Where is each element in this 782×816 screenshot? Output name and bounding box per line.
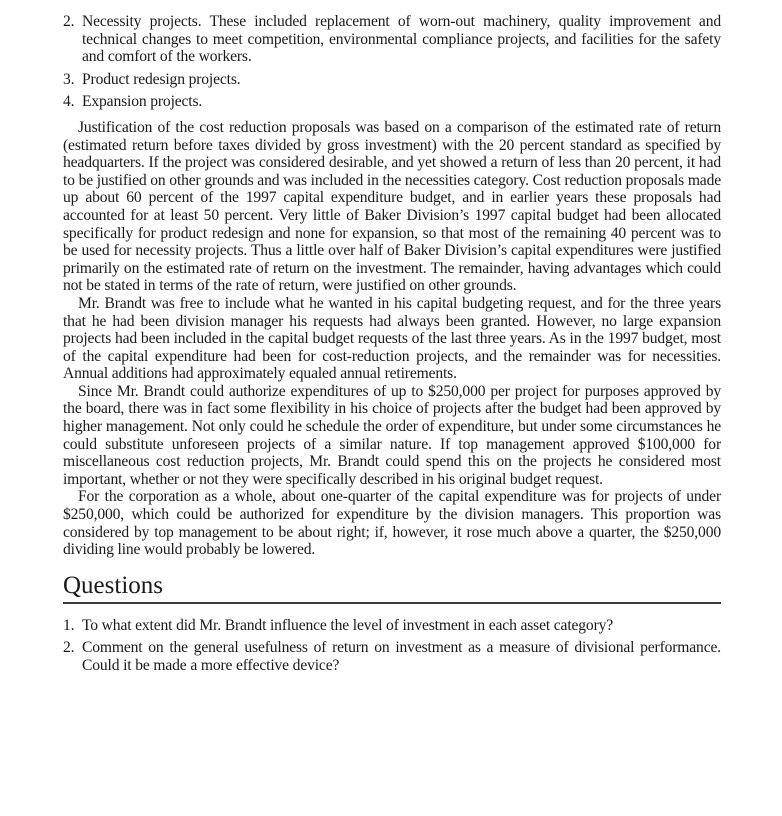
document-page [63,13,721,680]
list-item [63,71,721,89]
body-paragraph: Justification of the cost reduction proposals was based on a comparison of the estimated rate of return (estimated return before taxes divided by gross investment) with the 20 percent standard as specified by headquarters. If the project was considered desirable, and yet showed a return of less than 20 percent, it had to be justified on other grounds and was included in the necessities category. Cost reduction proposals made up about 60 percent of the 1997 capital expenditure budget, and in earlier years these proposals had accounted for at least 50 percent. Very little of Baker Division’s 1997 capital budget had been allocated specifically for product redesign and none for expansion, so that most of the remaining 40 percent was to be used for necessity projects. Thus a little over half of Baker Division’s capital expenditures were justified primarily on the estimated rate of return on the investment. The remainder, having advantages which could not be stated in terms of the rate of return, were justified on other grounds. [63,118,721,295]
question-text: Comment on the general usefulness of return on investment as a measure of divisional performance. Could it be made a more effective device? [82,639,721,674]
list-item [63,93,721,111]
list-item-text: Product redesign projects. [82,70,241,88]
body-paragraph: Since Mr. Brandt could authorize expenditures of up to $250,000 per project for purposes approved by the board, there was in fact some flexibility in his choice of projects after the budget had been approved by higher management. Not only could he schedule the order of expenditure, but under some circumstances he could substitute unforeseen projects of a similar nature. If top management approved $100,000 for miscellaneous cost reduction projects, Mr. Brandt could spend this on the projects he considered most important, whether or not they were specifically described in his original budget request. [63,382,721,488]
questions-heading: Questions [63,572,721,604]
question-item [63,617,721,635]
question-number: 2. [63,639,75,657]
questions-list [63,617,721,675]
project-category-list [63,13,721,111]
question-number: 1. [63,616,75,634]
list-item-number: 2. [63,13,75,30]
body-paragraph: For the corporation as a whole, about one-quarter of the capital expenditure was for projects of under $250,000, which could be authorized for expenditure by the division managers. This proportion was considered by top management to be about right; if, however, it rose much above a quarter, the $250,000 dividing line would probably be lowered. [63,488,721,559]
body-paragraph: Mr. Brandt was free to include what he wanted in his capital budgeting request, and for the three years that he had been division manager his requests had always been granted. However, no large expansion projects had been included in the capital budget requests of the last three years. As in the 1997 budget, most of the capital expenditure had been for cost-reduction projects, and the remainder was for necessities. Annual additions had approximately equaled annual retirements. [63,294,721,383]
list-item-text: Expansion projects. [82,93,203,111]
question-item [63,639,721,674]
list-item [63,13,721,66]
question-text: To what extent did Mr. Brandt influence the level of investment in each asset category? [82,616,614,634]
list-item-number: 3. [63,70,75,88]
list-item-number: 4. [63,93,75,111]
list-item-text: Necessity projects. These included replacement of worn-out machinery, quality improvement and technical changes to meet competition, environmental compliance projects, and facilities for the safety and comfort of the workers. [82,13,721,66]
